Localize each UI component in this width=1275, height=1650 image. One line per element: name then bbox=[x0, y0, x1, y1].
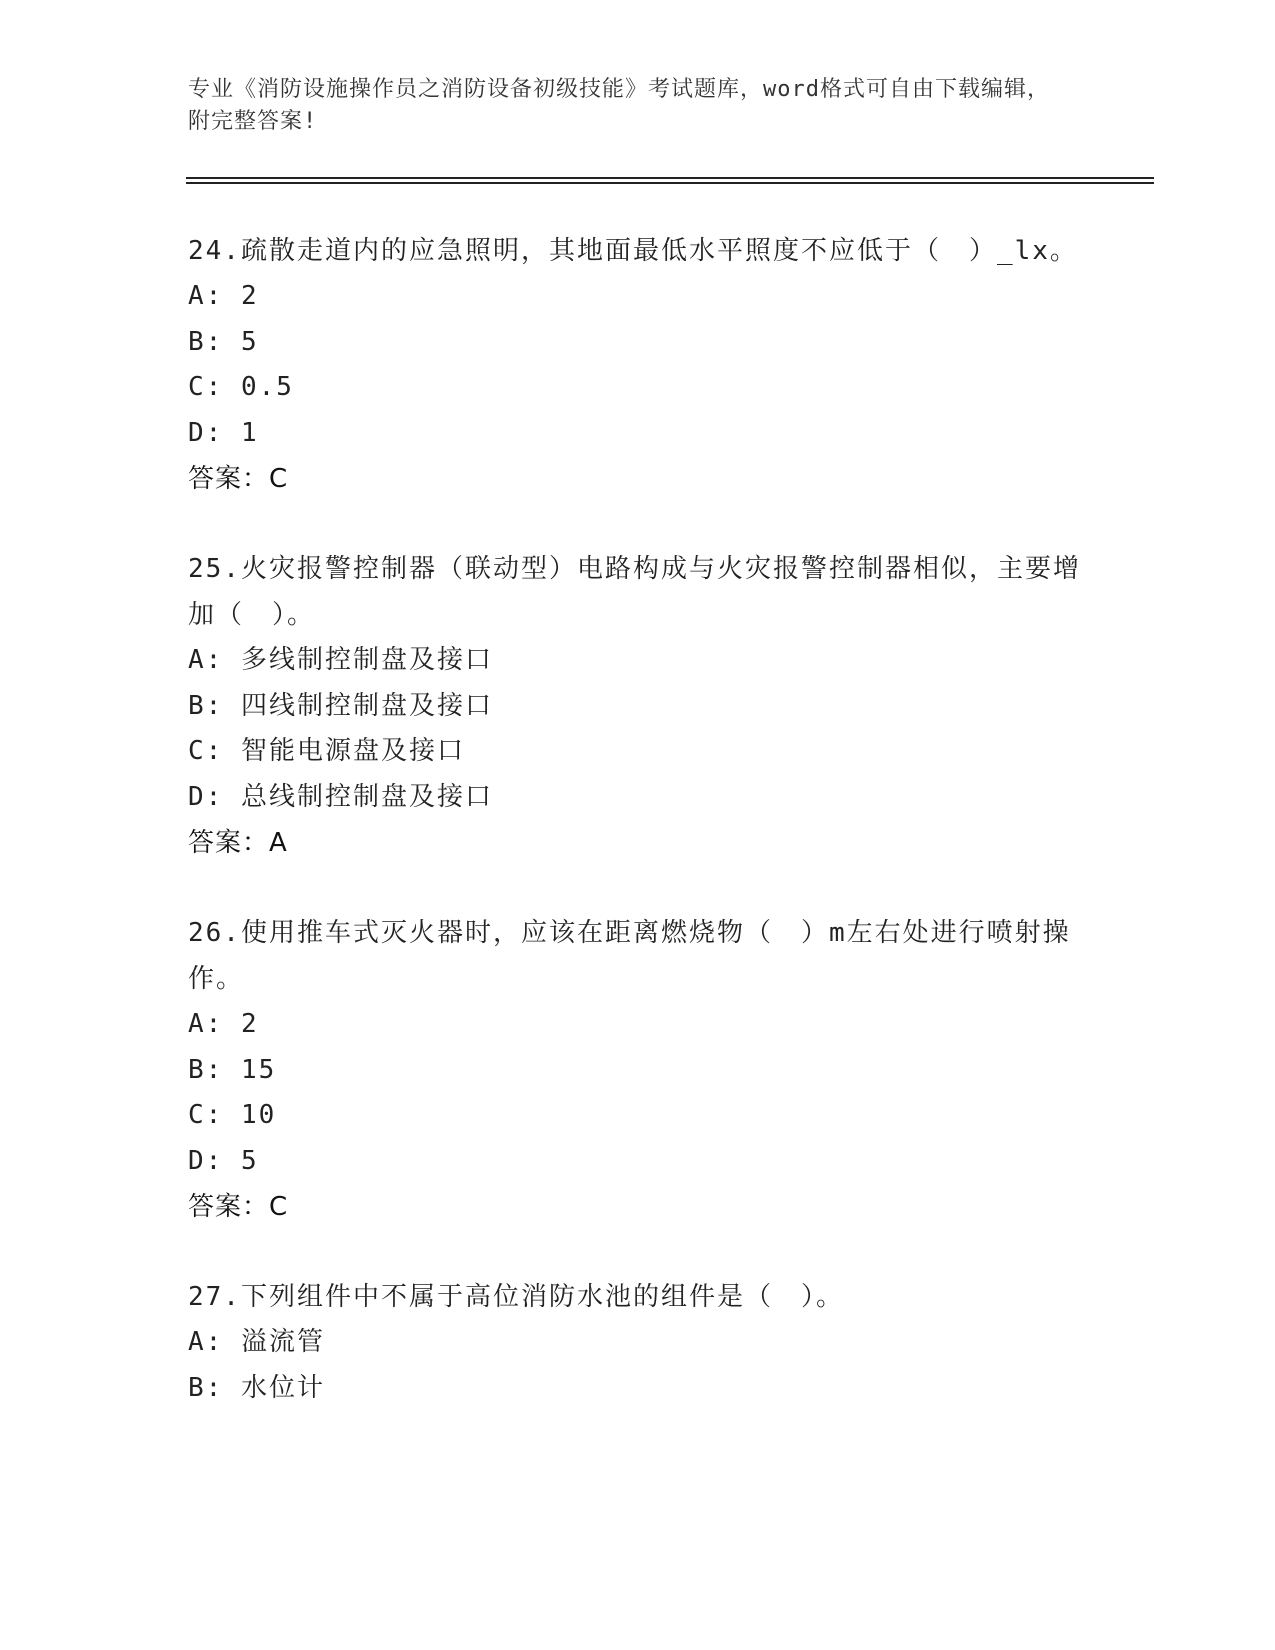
option-b: B: 5 bbox=[188, 326, 259, 357]
option-d: D: 5 bbox=[188, 1145, 259, 1176]
option-c: C: 0.5 bbox=[188, 372, 294, 402]
option-b: B: 四线制控制盘及接口 bbox=[188, 690, 493, 721]
header-rule-bottom bbox=[186, 182, 1154, 184]
question-24 bbox=[188, 228, 1088, 502]
question-26 bbox=[188, 910, 1088, 1230]
question-list bbox=[188, 228, 1088, 1455]
answer-label: 答案：C bbox=[188, 1192, 289, 1222]
question-27 bbox=[188, 1274, 1088, 1411]
option-a: A: 2 bbox=[188, 1009, 259, 1039]
option-c: C: 智能电源盘及接口 bbox=[188, 736, 465, 766]
option-b: B: 水位计 bbox=[188, 1372, 325, 1403]
option-d: D: 1 bbox=[188, 417, 259, 448]
question-stem: 24.疏散走道内的应急照明，其地面最低水平照度不应低于（ ）_lx。 bbox=[188, 236, 1078, 266]
header-rule-top bbox=[186, 177, 1154, 179]
option-d: D: 总线制控制盘及接口 bbox=[188, 781, 493, 812]
option-a: A: 溢流管 bbox=[188, 1327, 325, 1357]
option-c: C: 10 bbox=[188, 1100, 277, 1130]
option-a: A: 多线制控制盘及接口 bbox=[188, 645, 493, 675]
answer-label: 答案：A bbox=[188, 828, 288, 858]
answer-label: 答案：C bbox=[188, 464, 289, 494]
question-stem: 26.使用推车式灭火器时，应该在距离燃烧物（ ）m左右处进行喷射操作。 bbox=[188, 918, 1071, 994]
question-stem: 27.下列组件中不属于高位消防水池的组件是（ ）。 bbox=[188, 1282, 844, 1312]
option-a: A: 2 bbox=[188, 281, 259, 311]
document-header: 专业《消防设施操作员之消防设备初级技能》考试题库，word格式可自由下载编辑，附完整答案! bbox=[188, 77, 1050, 134]
question-25 bbox=[188, 546, 1088, 866]
question-stem: 25.火灾报警控制器（联动型）电路构成与火灾报警控制器相似，主要增加（ ）。 bbox=[188, 554, 1081, 630]
option-b: B: 15 bbox=[188, 1054, 277, 1085]
